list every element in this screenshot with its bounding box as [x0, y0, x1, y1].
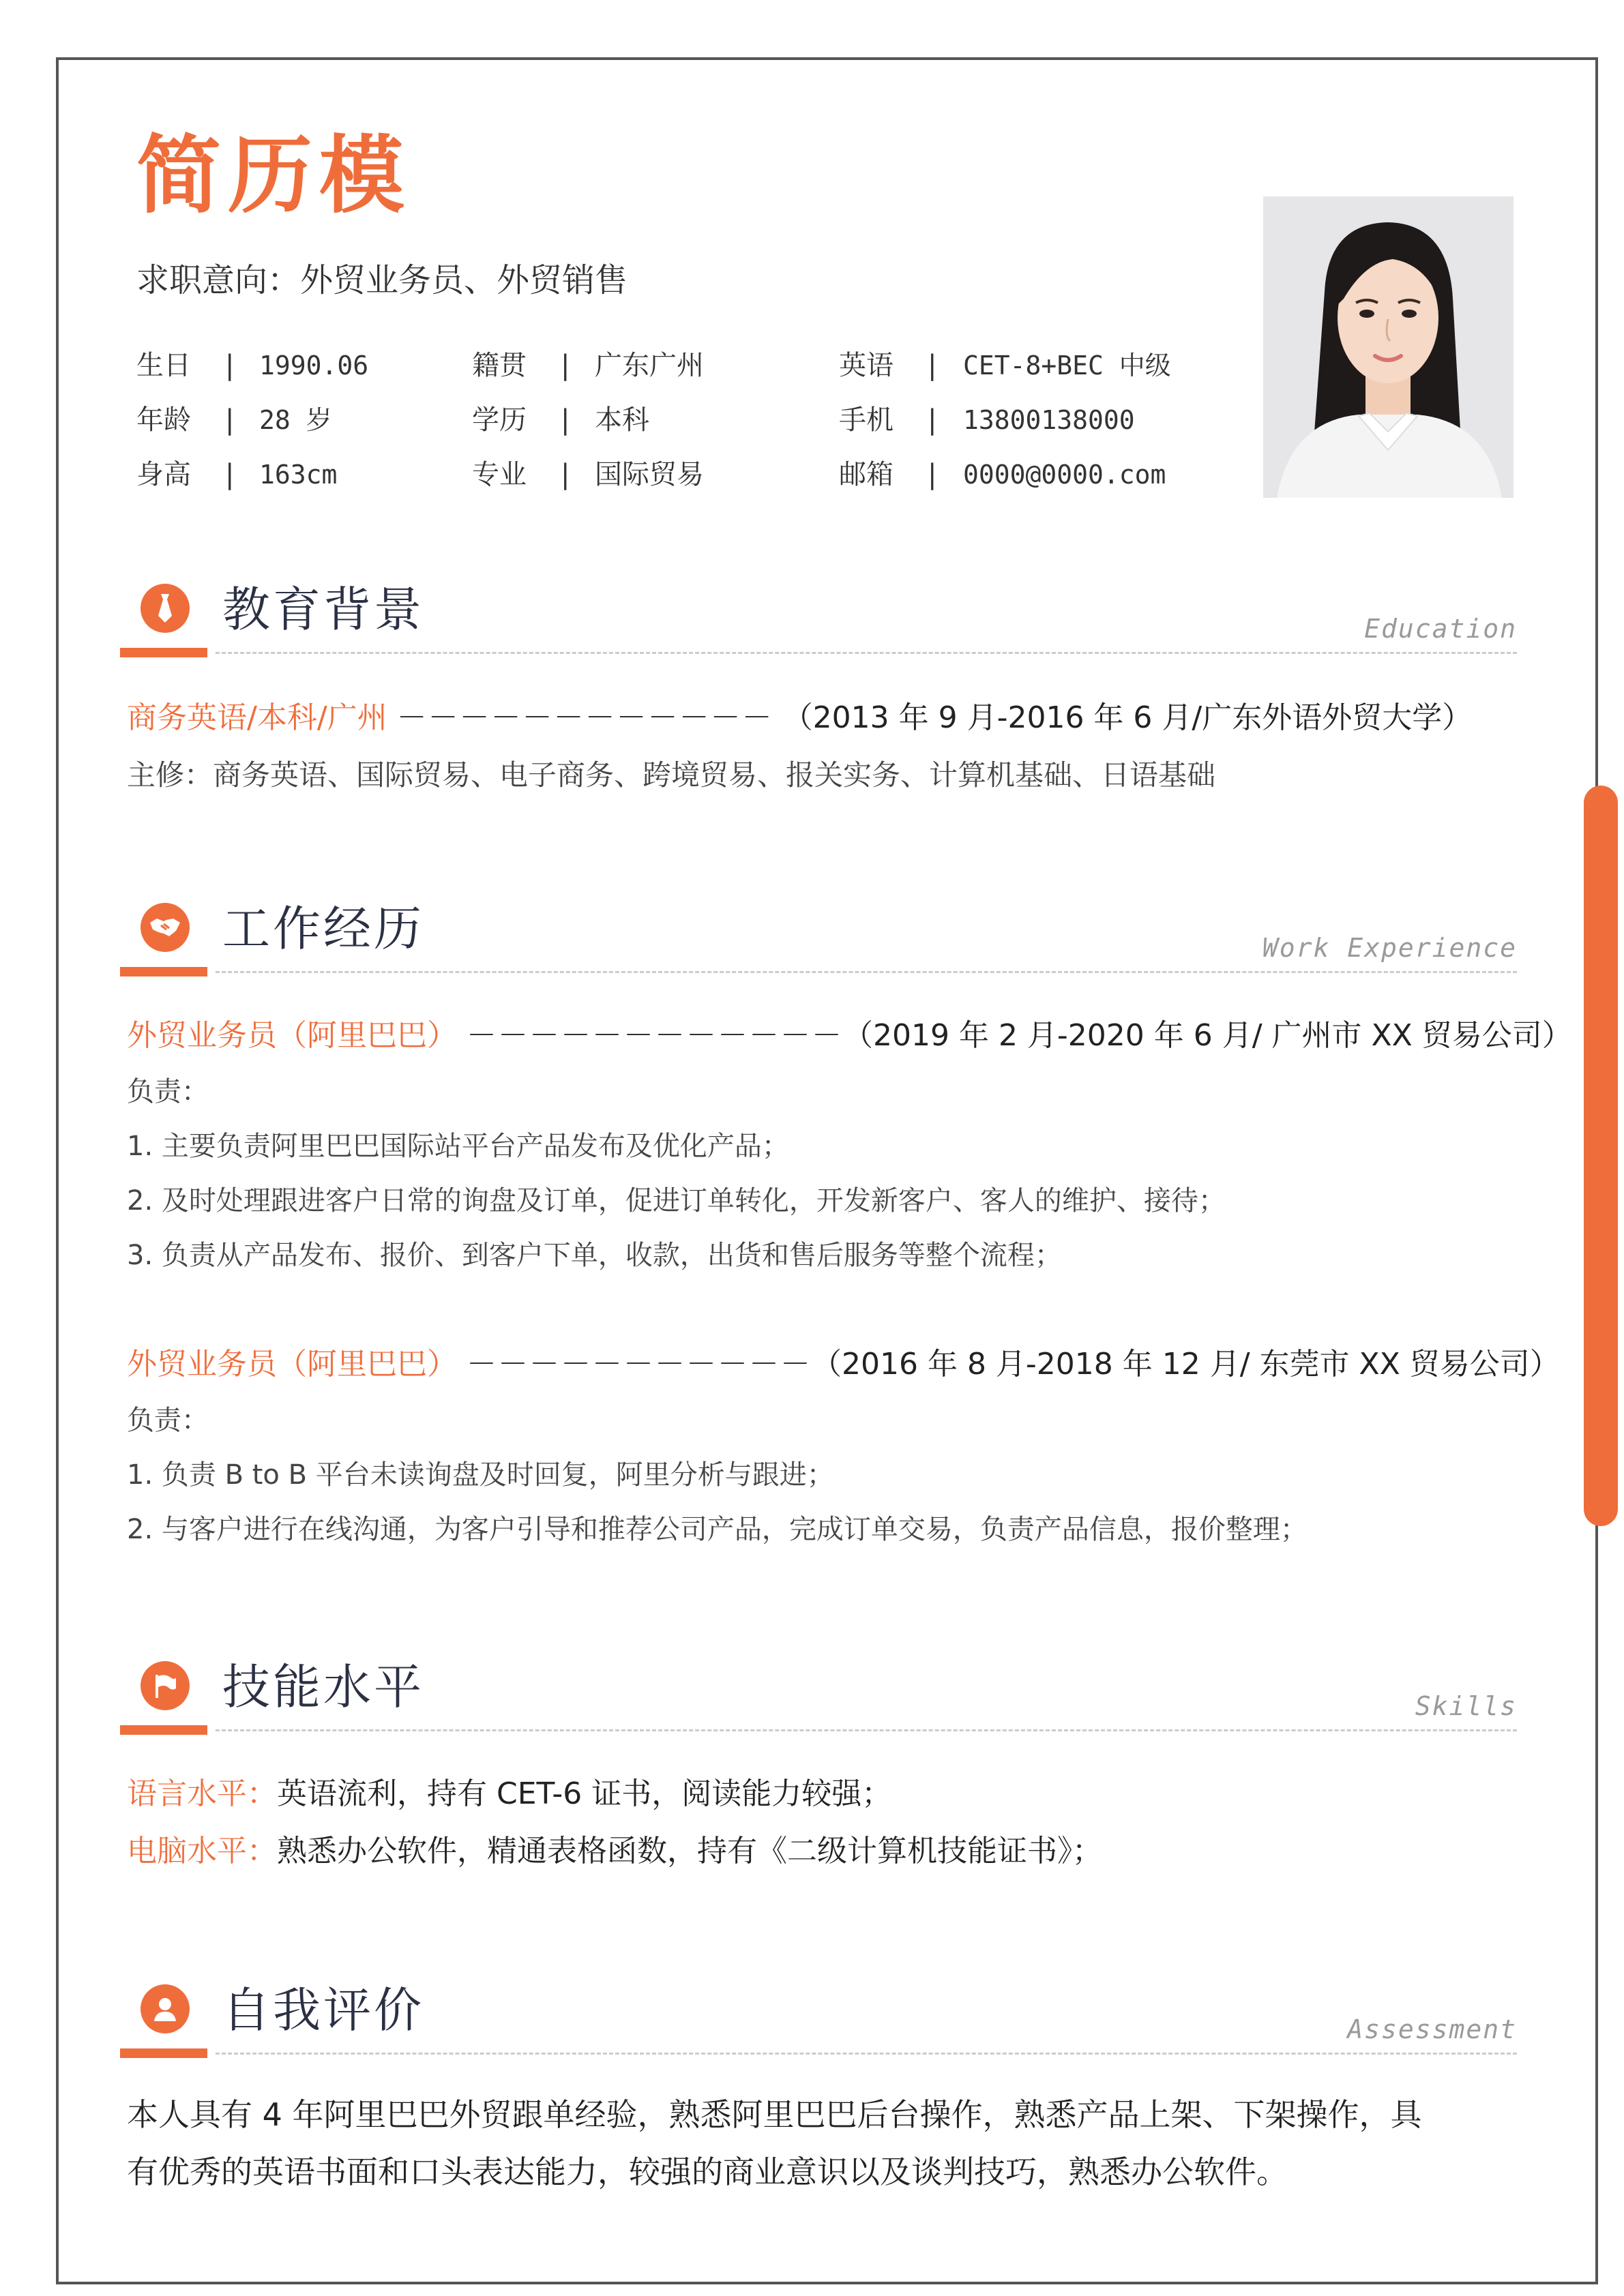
- flag-icon: [141, 1661, 190, 1710]
- section-underline: [120, 2048, 207, 2058]
- section-title: 工作经历: [222, 901, 424, 957]
- duty-item: 3. 负责从产品发布、报价、到客户下单，收款，出货和售后服务等整个流程；: [127, 1240, 1062, 1271]
- section-divider: [216, 2053, 1517, 2055]
- info-value: CET-8+BEC 中级: [963, 351, 1171, 381]
- duty-item: 2. 与客户进行在线沟通，为客户引导和推荐公司产品，完成订单交易，负责产品信息，报价整理；: [127, 1514, 1308, 1545]
- assessment-line: 本人具有 4 年阿里巴巴外贸跟单经验，熟悉阿里巴巴后台操作，熟悉产品上架、下架操作，具: [127, 2096, 1422, 2133]
- info-value: 广东广州: [595, 350, 704, 381]
- info-label: 籍贯: [472, 350, 527, 381]
- section-subtitle: Education: [1364, 614, 1517, 644]
- info-label: 年龄: [136, 404, 191, 436]
- info-label: 学历: [472, 404, 527, 436]
- info-separator: |: [225, 350, 235, 381]
- skill-text: 英语流利，持有 CET-6 证书，阅读能力较强；: [277, 1776, 892, 1811]
- info-separator: |: [928, 459, 937, 490]
- section-title: 技能水平: [222, 1659, 424, 1715]
- job-entry: [127, 1341, 1560, 1388]
- duty-item: 1. 主要负责阿里巴巴国际站平台产品发布及优化产品；: [127, 1131, 789, 1162]
- skill-item: [127, 1828, 1102, 1875]
- info-value: 28 岁: [259, 405, 332, 435]
- section-underline: [120, 648, 207, 657]
- assessment-line: 有优秀的英语书面和口头表达能力，较强的商业意识以及谈判技巧，熟悉办公软件。: [127, 2153, 1288, 2190]
- info-separator: |: [561, 350, 570, 381]
- job-entry: [127, 1012, 1572, 1060]
- job-role: 外贸业务员（阿里巴巴）: [127, 1018, 457, 1053]
- section-skills-header: [120, 1653, 1517, 1742]
- dash-leader: －－－－－－－－－－－－: [396, 700, 773, 735]
- scrollbar-thumb[interactable]: [1584, 786, 1618, 1526]
- duty-item: 1. 负责 B to B 平台未读询盘及时回复，阿里分析与跟进；: [127, 1459, 834, 1491]
- skill-item: [127, 1770, 891, 1818]
- info-separator: |: [225, 404, 235, 436]
- info-value: 0000@0000.com: [963, 460, 1166, 490]
- duty-label: 负责：: [127, 1405, 209, 1436]
- section-divider: [216, 971, 1517, 973]
- skill-label: 语言水平：: [127, 1776, 277, 1811]
- education-courses: 主修：商务英语、国际贸易、电子商务、跨境贸易、报关实务、计算机基础、日语基础: [127, 758, 1216, 792]
- education-entry: [127, 694, 1472, 742]
- skill-label: 电脑水平：: [127, 1834, 277, 1868]
- section-education-header: [120, 576, 1517, 664]
- section-assessment-header: [120, 1976, 1517, 2065]
- tie-icon: [141, 584, 190, 633]
- dash-leader: －－－－－－－－－－－: [467, 1347, 812, 1382]
- section-title: 教育背景: [222, 582, 424, 638]
- info-label: 身高: [136, 459, 191, 490]
- info-separator: |: [928, 350, 937, 381]
- user-icon: [141, 1984, 190, 2033]
- job-role: 外贸业务员（阿里巴巴）: [127, 1347, 457, 1382]
- info-label: 邮箱: [839, 459, 894, 490]
- education-degree: 商务英语/本科/广州: [127, 700, 387, 735]
- candidate-name: 简历模: [136, 127, 411, 225]
- skill-text: 熟悉办公软件，精通表格函数，持有《二级计算机技能证书》；: [277, 1834, 1102, 1868]
- info-value: 13800138000: [963, 405, 1135, 435]
- section-underline: [120, 967, 207, 976]
- section-title: 自我评价: [222, 1982, 424, 2038]
- info-value: 163cm: [259, 460, 338, 490]
- education-period: （2013 年 9 月-2016 年 6 月/广东外语外贸大学）: [782, 700, 1473, 735]
- section-subtitle: Assessment: [1347, 2014, 1517, 2044]
- section-underline: [120, 1725, 207, 1735]
- info-label: 生日: [136, 350, 191, 381]
- info-separator: |: [561, 404, 570, 436]
- job-period: （2016 年 8 月-2018 年 12 月/ 东莞市 XX 贸易公司）: [812, 1347, 1560, 1382]
- info-label: 手机: [839, 404, 894, 436]
- info-value: 1990.06: [259, 351, 369, 381]
- info-label: 英语: [839, 350, 894, 381]
- section-subtitle: Work Experience: [1262, 933, 1517, 963]
- job-period: （2019 年 2 月-2020 年 6 月/ 广州市 XX 贸易公司）: [843, 1018, 1572, 1053]
- handshake-icon: [141, 903, 190, 952]
- duty-label: 负责：: [127, 1076, 209, 1107]
- info-separator: |: [225, 459, 235, 490]
- job-intent: 求职意向：外贸业务员、外贸销售: [136, 261, 628, 299]
- profile-photo: [1263, 196, 1514, 498]
- info-value: 国际贸易: [595, 459, 704, 490]
- info-separator: |: [928, 404, 937, 436]
- section-divider: [216, 652, 1517, 654]
- info-separator: |: [561, 459, 570, 490]
- section-subtitle: Skills: [1415, 1691, 1517, 1721]
- duty-item: 2. 及时处理跟进客户日常的询盘及订单，促进订单转化，开发新客户、客人的维护、接待；: [127, 1185, 1226, 1217]
- info-value: 本科: [595, 404, 649, 436]
- section-work-header: [120, 895, 1517, 983]
- section-divider: [216, 1729, 1517, 1731]
- info-label: 专业: [472, 459, 527, 490]
- dash-leader: －－－－－－－－－－－－: [467, 1018, 843, 1053]
